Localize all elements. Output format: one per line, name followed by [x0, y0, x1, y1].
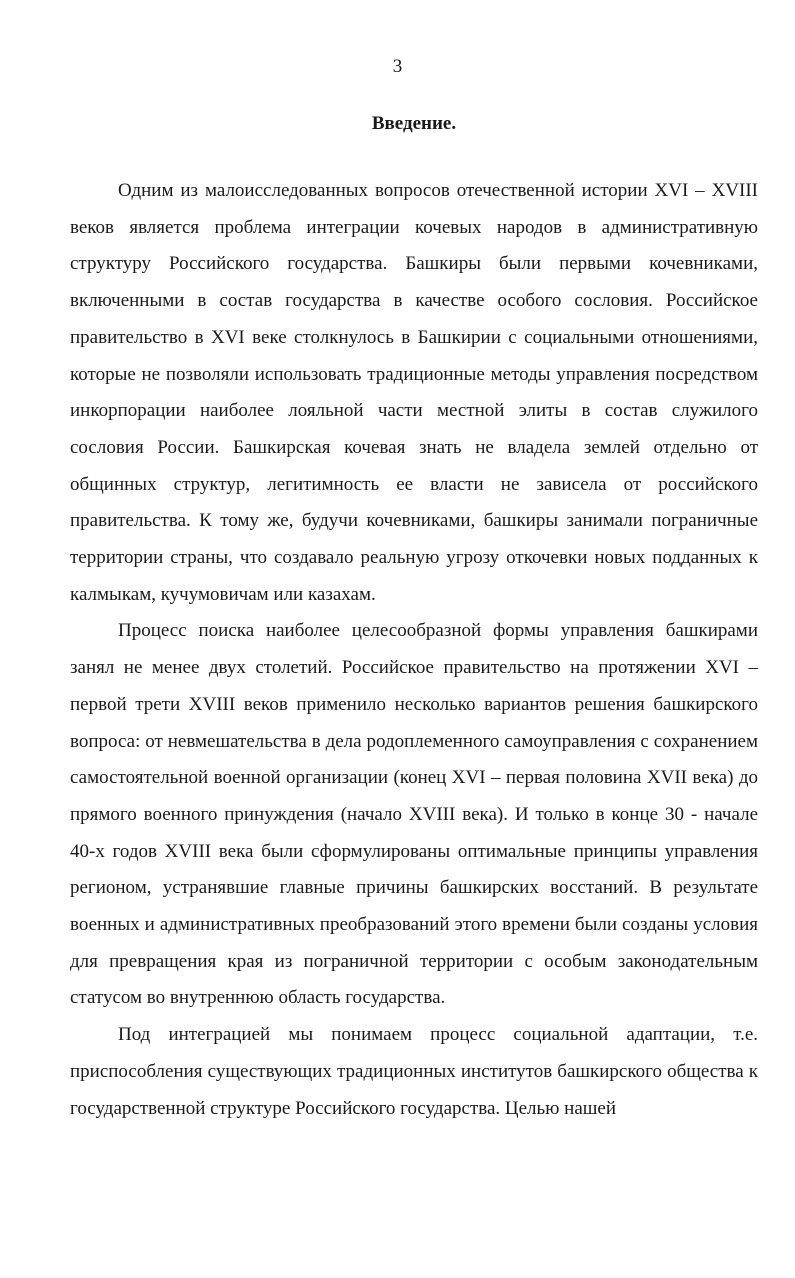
- paragraph-3: Под интеграцией мы понимаем процесс социальной адаптации, т.е. приспособления существующих традиционных институтов башкирского общества к государственной структуре Российского государства. Целью нашей: [70, 1024, 758, 1119]
- paragraph-1: Одним из малоисследованных вопросов отечественной истории XVI – XVIII веков является проблема интеграции кочевых народов в административную структуру Российского государства. Башкиры были первыми кочевниками, включенными в состав государства в качестве особого сословия. Российское правительство в XVI веке столкнулось в Башкирии с социальными отношениями, которые не позволяли использовать традиционные методы управления посредством инкорпорации наиболее лояльной части местной элиты в состав служилого сословия России. Башкирская кочевая знать не владела землей отдельно от общинных структур, легитимность ее власти не зависела от российского правительства. К тому же, будучи кочевниками, башкиры занимали пограничные территории страны, что создавало реальную угрозу откочевки новых подданных к калмыкам, кучумовичам или казахам.: [70, 180, 758, 605]
- body-text: [70, 173, 758, 1127]
- page-title: Введение.: [371, 113, 457, 134]
- paragraph-2: Процесс поиска наиболее целесообразной формы управления башкирами занял не менее двух столетий. Российское правительство на протяжении XVI – первой трети XVIII веков применило несколько вариантов решения башкирского вопроса: от невмешательства в дела родоплеменного самоуправления с сохранением самостоятельной военной организации (конец XVI – первая половина XVII века) до прямого военного принуждения (начало XVIII века). И только в конце 30 - начале 40-х годов XVIII века были сформулированы оптимальные принципы управления регионом, устранявшие главные причины башкирских восстаний. В результате военных и административных преобразований этого времени были созданы условия для превращения края из пограничной территории с особым законодательным статусом во внутреннюю область государства.: [70, 620, 758, 1009]
- page-number: 3: [392, 56, 403, 77]
